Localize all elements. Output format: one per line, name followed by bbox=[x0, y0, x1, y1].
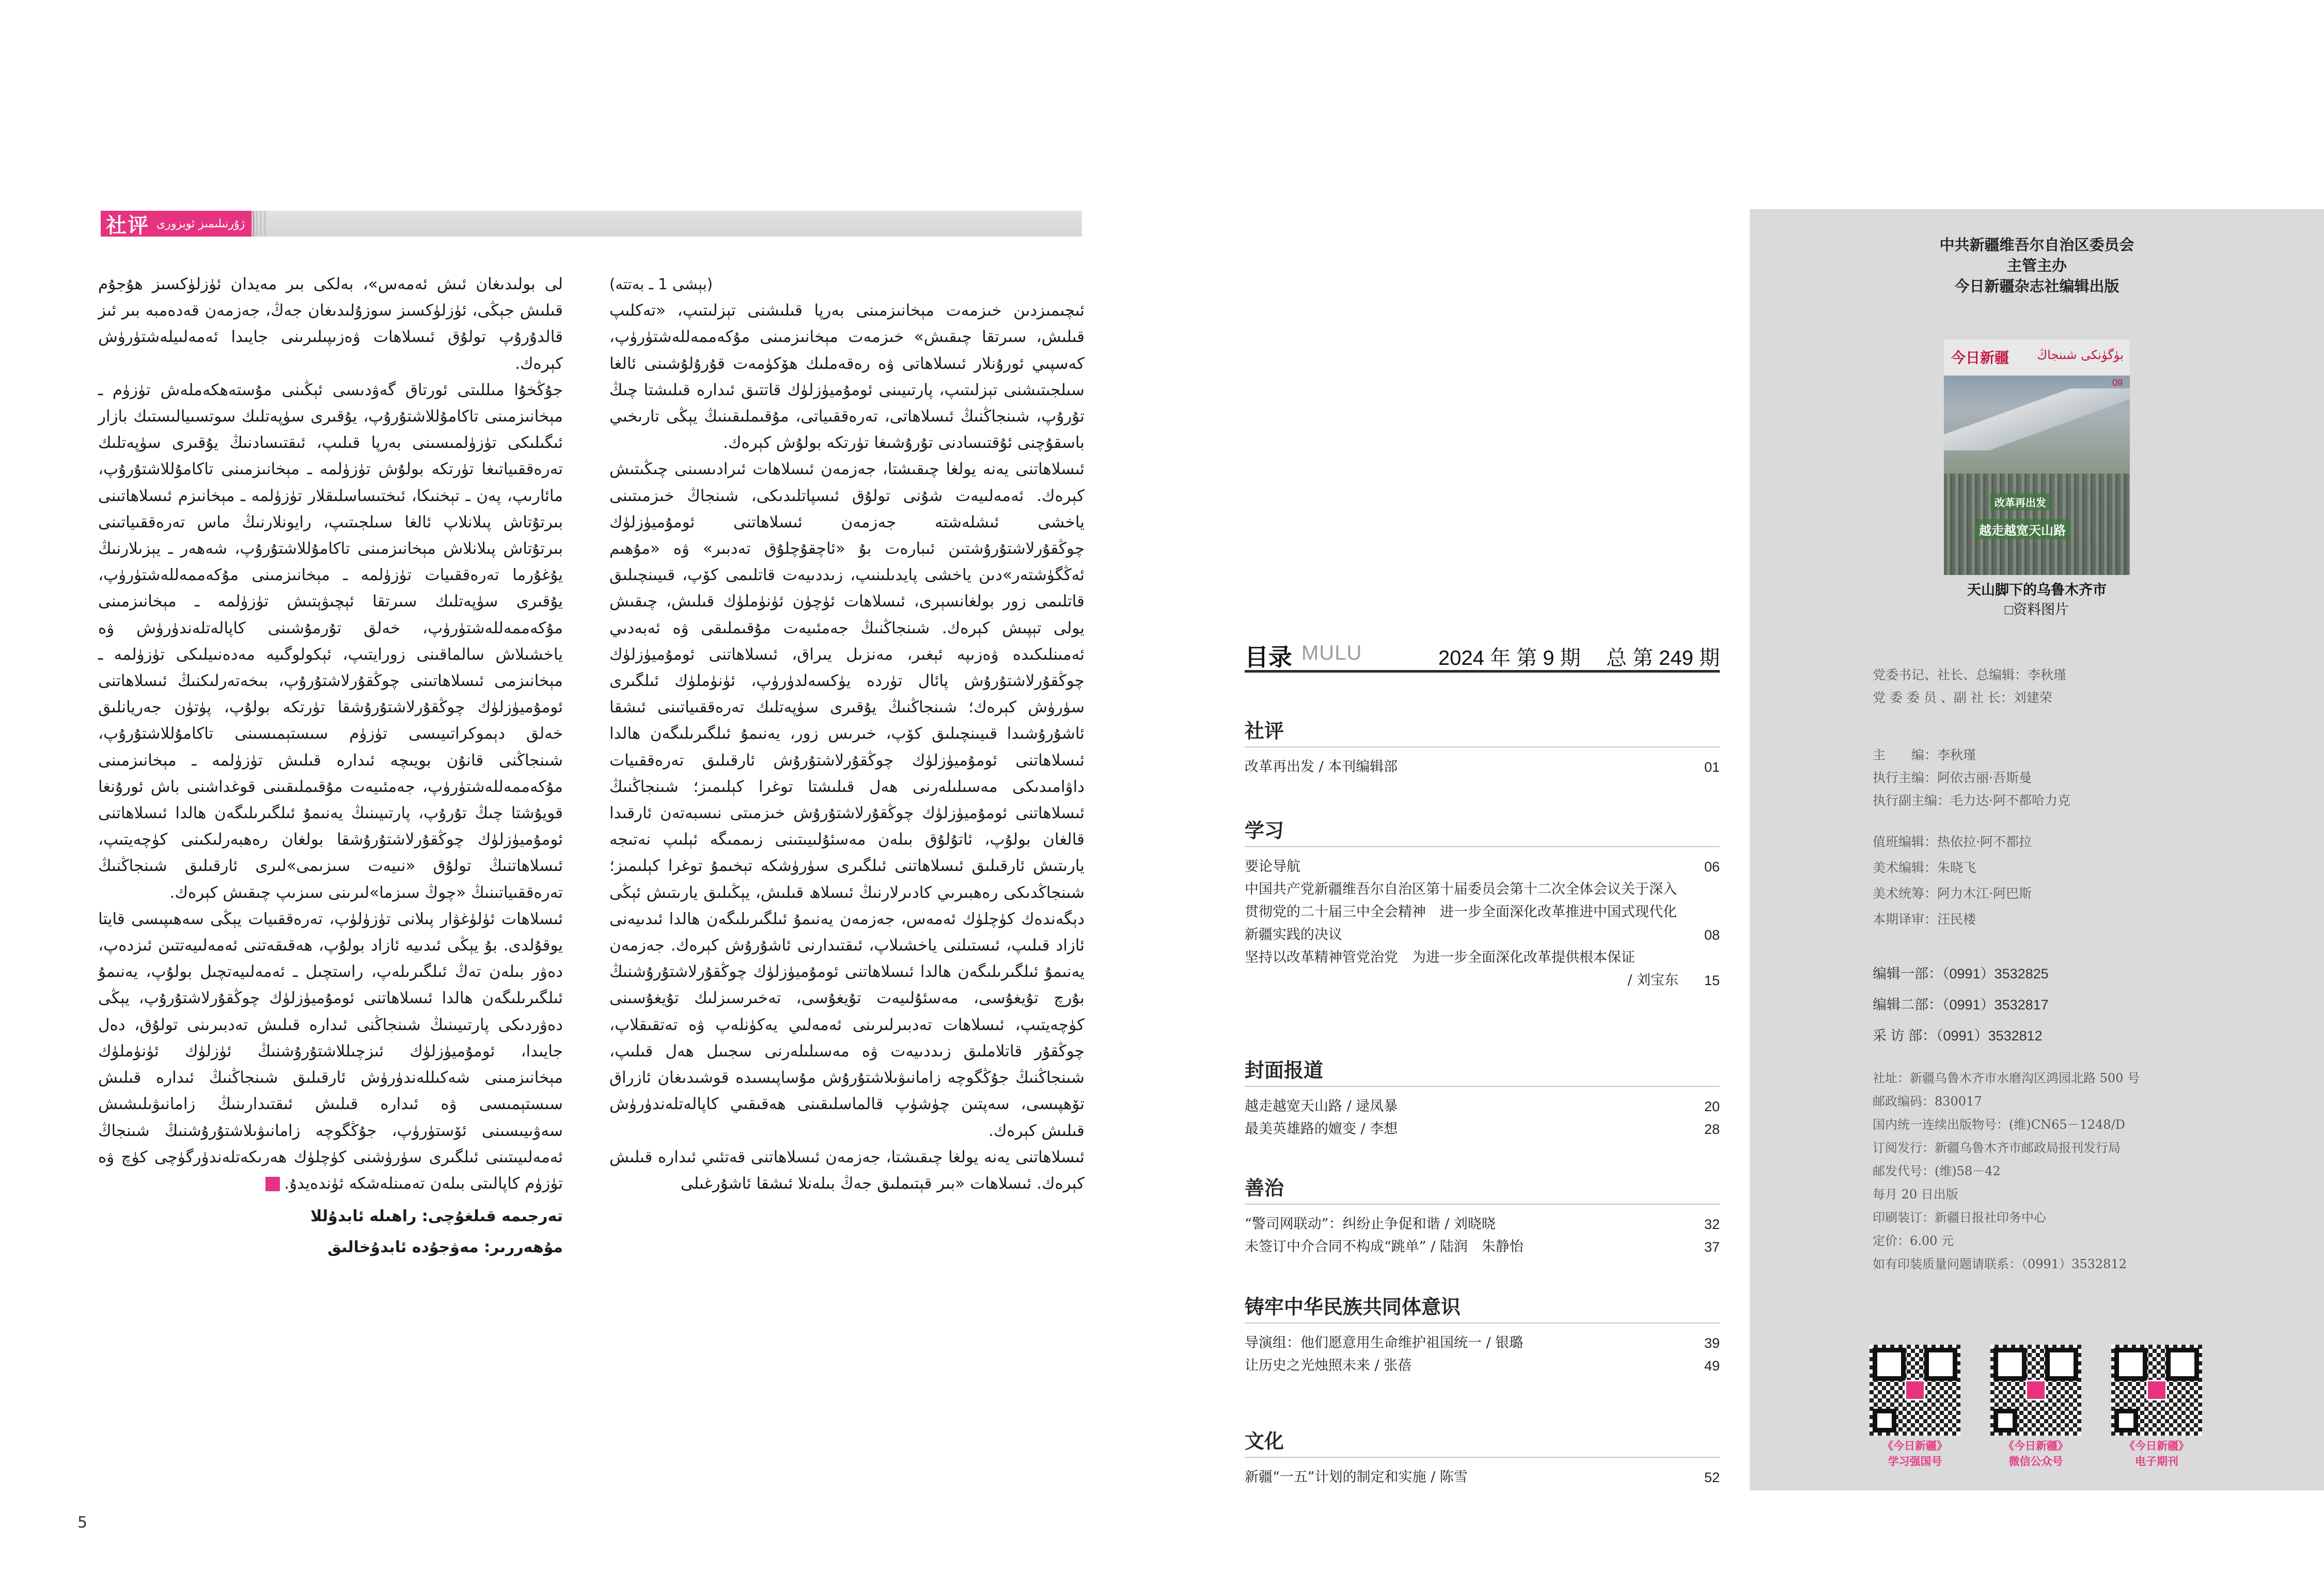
toc-item-title: 新疆“一五”计划的制定和实施 / 陈雪 bbox=[1245, 1469, 1468, 1485]
qr-label: 《今日新疆》 电子期刊 bbox=[2124, 1440, 2189, 1468]
info-line: 邮发代号：(维)58－42 bbox=[1873, 1164, 2001, 1178]
phone-line: 编辑一部：（0991）3532825 bbox=[1873, 966, 2049, 982]
toc-section bbox=[1245, 715, 1720, 779]
staff-line: 党 委 委 员 、副 社 长：刘建荣 bbox=[1873, 690, 2052, 705]
toc-item[interactable] bbox=[1245, 1095, 1720, 1118]
toc-item-page: 15 bbox=[1704, 973, 1720, 988]
banner-stripes bbox=[252, 211, 267, 237]
toc-item-page: 39 bbox=[1704, 1335, 1720, 1351]
toc-item-title: “警司网联动”：纠纷止争促和谐 / 刘晓晓 bbox=[1245, 1216, 1496, 1232]
staff-list-mid bbox=[1873, 744, 2070, 812]
staff-line: 值班编辑：热依拉·阿不都拉 bbox=[1873, 834, 2032, 849]
toc-section-title: 封面报道 bbox=[1245, 1055, 1720, 1087]
toc-section-title: 善治 bbox=[1245, 1173, 1720, 1205]
toc-item[interactable] bbox=[1245, 1236, 1720, 1258]
phone-line: 编辑二部：（0991）3532817 bbox=[1873, 997, 2049, 1013]
qr-label: 《今日新疆》 微信公众号 bbox=[2003, 1440, 2068, 1468]
article-paragraph: ئىسلاھاتنى يەنە يولغا چىقىشتا، جەزمەن ئىسلاھات ئىرادىسىنى چىڭىتىش كېرەك. ئەمەلىيەت شۇنى تولۇق ئىسپاتلىدىكى، شىنجاڭ خىزمىتىنى ياخشى ئىشلەشتە جەزمەن ئىسلاھاتنى ئومۇميۈزلۈك چوڭقۇرلاشتۇرۇشتىن ئىبارەت بۇ «ئاچقۇچلۇق تەدبىر» ۋە «مۇھىم ئەڭگۈشتەر»دىن ياخشى پايدىلىنىپ، زىددىيەت قاتلىمى كۆپ، قىيىنچىلىق قاتلىمى زور بولغانسېرى، ئىسلاھات ئۈچۈن ئۈنۈملۈك قىلىش، چىقىش يولى تېپىش كېرەك. شىنجاڭنىڭ جەمئىيەت مۇقىملىقى ۋە ئەبەدىي ئەمىنلىكىدە ۋەزىپە ئېغىر، مەنزىل يىراق، ئىسلاھاتنى ئومۇميۈزلۈك چوڭقۇرلاشتۇرۇش پائال تۈردە يۈكسەلدۈرۈپ، ئۈنۈملۈك ئىلگىرى سۈرۈش كېرەك؛ شىنجاڭنىڭ يۇقىرى سۈپەتلىك تەرەققىياتىنى ئىشقا ئاشۇرۇشىدا قىيىنچىلىق كۆپ، خىرىس زور، يەنىمۇ ئىلگىرىلىگەن ھالدا ئىسلاھاتنى ئومۇميۈزلۈك چوڭقۇرلاشتۇرۇش ئارقىلىق تەرەققىيات داۋامىدىكى مەسىلىلەرنى ھەل قىلىشتا توغرا كېلىمىز؛ شىنجاڭنىڭ ئىسلاھاتنى ئومۇميۈزلۈك چوڭقۇرلاشتۇرۇش خىزمىتى نىسبەتەن ئارقىدا قالغان بولۇپ، ئاتۇلۇق بىلەن مەسئۇلىيىتىنى زىممىگە ئېلىپ نەتىجە يارىتىش ئارقىلىق ئىسلاھاتنى ئىلگىرى سۈرۈشكە تېخىمۇ توغرا كېلىمىز؛ شىنجاڭدىكى رەھبىرىي كادىرلارنىڭ ئىسلاھ قىلىش، يېڭىلىق يارىتىش ئېڭى دېگەندەك كۈچلۈك ئەمەس، جەزمەن يەنىمۇ ئىلگىرىلىگەن ھالدا ئىدىيەنى ئازاد قىلىپ، ئىستىلنى ياخشىلاپ، ئىقتىدارنى ئاشۇرۇش كېرەك. جەزمەن يەنىمۇ ئىلگىرىلىگەن ھالدا ئىسلاھاتنى ئومۇميۈزلۈك چوڭقۇرلاشتۇرۇشنىڭ بۇرچ تۇيغۇسى، مەسئۇلىيەت تۇيغۇسى، تەخىرسىزلىك تۇيغۇسىنى كۈچەيتىپ، ئىسلاھات تەدبىرلىرىنى ئەمەلىي يەكۈنلەپ ۋە تەتقىقلاپ، چوڭقۇر قاتلاملىق زىددىيەت ۋە مەسىلىلەرنى سجىىل ھەل قىلىپ، شىنجاڭنىڭ جۇڭگوچە زامانىۋىلاشتۇرۇش مۇساپىسىدە قوشىدىغان ئازراق تۆھپىسى، سەپتىن چۈشۈپ قالماسلىقىنى ھەقىقىي كاپالەتلەندۈرۈش قىلىش كېرەك. bbox=[609, 460, 1085, 1140]
toc-item-title: 改革再出发 / 本刊编辑部 bbox=[1245, 759, 1398, 775]
info-line: 社址：新疆乌鲁木齐市水磨沟区鸿园北路 500 号 bbox=[1873, 1071, 2140, 1085]
toc-item[interactable] bbox=[1245, 1118, 1720, 1141]
cover-issue-mark: 09 bbox=[2112, 378, 2123, 388]
article-paragraph: لى بولىدىغان ئىش ئەمەس»، بەلكى بىر مەيدان ئۈزلۈكسىز ھۇجۇم قىلىش جېڭى، ئۈزلۈكسىز سوزۇلىدىغان جەڭ، جەزمەن قەدەمبە بىر ئىز قالدۇرۇپ تولۇق ئىسلاھات ۋەزىپىلىرىنى جايىدا ئەمەلىيلەشتۈرۈش كېرەك. bbox=[98, 275, 563, 373]
toc-item[interactable] bbox=[1245, 1466, 1720, 1489]
qr-card[interactable] bbox=[2111, 1345, 2202, 1470]
article-paragraph: ئىسلاھات ئۈلۈغۋار پىلانى تۈزۈلۈپ، تەرەققىيات يېڭى سەھىپىسى قايتا يوقۇلدى. بۇ يېڭى ئىدىيە ئازاد بولۇپ، ھەقىقەتنى ئەمەلىيەتتىن ئىزدەپ، دەۋر بىلەن تەڭ ئىلگىرىلەپ، راستچىل ـ ئەمەلىيەتچىل بولۇپ، يەنىمۇ ئىلگىرىلىگەن ھالدا ئىسلاھاتنى ئومۇميۈزلۈك چوڭقۇرلاشتۇرۇپ، يېڭى دەۋردىكى پارتىيىنىڭ شىنجاڭنى ئىدارە قىلىش تەدبىرىنى تولۇق، دەل جايىدا، ئومۇميۈزلۈك ئىزچىللاشتۇرۇشنىڭ ئۈزلۈك ئۈنۈملۈك مېخانىزمىنى شەكىللەندۈرۈش ئارقىلىق شىنجاڭنىڭ ئىدارە قىلىش سىستېمىسى ۋە ئىدارە قىلىش ئىقتىدارىنىڭ زامانىۋىلىشىش سەۋىيىسىنى ئۆستۈرۈپ، جۇڭگوچە زامانىۋىلاشتۇرۇشنىڭ شىنجاڭ ئەمەلىيىتىنى ئىلگىرى سۈرۈشنى كۈچلۈك ھەرىكەتلەندۈرگۈچى كۈچ ۋە تۈزۈم كاپالىتى بىلەن تەمىنلەشكە ئۈندەيدۇ. bbox=[98, 909, 563, 1193]
phone-line: 采 访 部：（0991）3532812 bbox=[1873, 1028, 2043, 1044]
publisher-line: 主管主办 bbox=[2006, 258, 2067, 274]
cover-caption-credit: □资料图片 bbox=[2004, 602, 2069, 617]
section-tag-ug: ژۇرنىلىمىز ئوبزورى bbox=[156, 217, 245, 230]
cover-headline: 越走越宽天山路 bbox=[1975, 519, 2070, 539]
toc-item-title: 中国共产党新疆维吾尔自治区第十届委员会第十二次全体会议关于深入贯彻党的二十届三中全会精神 进一步全面深化改革推进中国式现代化新疆实践的决议 bbox=[1245, 881, 1677, 943]
info-line: 印刷装订：新疆日报社印务中心 bbox=[1873, 1210, 2046, 1225]
continued-note: (بېشى 1 ـ بەتتە) bbox=[609, 275, 713, 293]
cover-masthead bbox=[1944, 339, 2130, 376]
info-line: 定价：6.00 元 bbox=[1873, 1234, 1954, 1248]
article-paragraph: جۇڭخۇا مىللىتى ئورتاق گەۋدىسى ئېڭىنى مۇستەھكەملەش تۈزۈم ـ مېخانىزمىنى تاكامۇللاشتۇرۇپ، يۇقىرى سۈپەتلىك سوتسىيالىستىك بازار ئىگىلىكى تۈزۈلمىسىنى بەرپا قىلىپ، ئىقتىسادنىڭ يۇقىرى سۈپەتلىك تەرەققىياتىغا تۈرتكە بولۇش تۈزۈلمە ـ مېخانىزمىنى تاكامۇللاشتۇرۇپ، مائارىپ، پەن ـ تېخنىكا، ئىختىساسلىقلار تۈزۈلمە ـ مېخانىزم ئىسلاھاتىنى بىرتۇتاش پىلانلاپ ئالغا سىلجىتىپ، رايونلارنىڭ ماس تەرەققىياتىنى بىرتۇتاش پىلانلاش مېخانىزمىنى تاكامۇللاشتۇرۇپ، شەھەر ـ يېزىلارنىڭ يۇغۇرما تەرەققىيات تۈزۈلمە ـ مېخانىزمىنى مۇكەممەللەشتۈرۈپ، يۇقىرى سۈپەتلىك سىرتقا ئېچىۋېتىش تۈزۈلمە ـ مېخانىزمىنى مۇكەممەللەشتۈرۈپ، خەلق تۇرمۇشىنى كاپالەتلەندۈرۈش ۋە ياخشىلاش سالماقىنى زورايتىپ، ئېكولوگىيە مەدەنىيلىكى تۈزۈلمە ـ مېخانىزمى ئىسلاھاتىنى چوڭقۇرلاشتۇرۇپ، بىخەتەرلىكنىڭ ئىسلاھاتنى ئومۇميۈزلۈك چوڭقۇرلاشتۇرۇشقا تۈرتكە بولۇپ، پۈتۈن جەريانلىق خەلق دېموكراتىيىسى تۈزۈم سىستېمىسىنى تاكامۇللاشتۇرۇپ، شىنجاڭنى قانۇن بويىچە ئىدارە قىلىش تۈزۈلمە ـ مېخانىزمىنى مۇكەممەللەشتۈرۈپ، جەمئىيەت مۇقىملىقىنى قوغداشنى باش ئورۇنغا قويۇشتا چىڭ تۇرۇپ، پارتىيىنىڭ يەنىمۇ ئىلگىرىلىگەن ھالدا ئىسلاھاتنى ئومۇميۈزلۈك چوڭقۇرلاشتۇرۇشقا بولغان رەھبەرلىكىنى كۈچەيتىپ، ئىسلاھاتنىڭ تولۇق «نىيەت سىزىمى»لىرى ئارقىلىق شىنجاڭنىڭ تەرەققىياتىنىڭ «چوڭ سىزما»لىرىنى سىزىپ چىقىش كېرەك. bbox=[98, 380, 563, 902]
publisher-line: 中共新疆维吾尔自治区委员会 bbox=[1939, 237, 2134, 254]
qr-label: 《今日新疆》 学习强国号 bbox=[1882, 1440, 1948, 1468]
cover-caption bbox=[1750, 580, 2324, 619]
toc-item-page: 32 bbox=[1704, 1217, 1720, 1232]
info-line: 国内统一连续出版物号：(维)CN65－1248/D bbox=[1873, 1117, 2126, 1132]
toc-item[interactable] bbox=[1245, 1332, 1720, 1355]
toc-item-title: 导演组：他们愿意用生命维护祖国统一 / 银璐 bbox=[1245, 1335, 1524, 1351]
end-mark-icon bbox=[265, 1177, 280, 1191]
qr-code-icon bbox=[2111, 1345, 2202, 1436]
staff-list-low bbox=[1873, 829, 2032, 932]
page-number: 5 bbox=[77, 1514, 88, 1532]
phone-list bbox=[1873, 958, 2049, 1051]
toc-item-title: 让历史之光烛照未来 / 张蓓 bbox=[1245, 1358, 1412, 1374]
toc-item-page: 06 bbox=[1704, 859, 1720, 875]
toc-section-title: 铸牢中华民族共同体意识 bbox=[1245, 1291, 1720, 1324]
qr-code-icon bbox=[1870, 1345, 1960, 1436]
cover-logo-ug: بۈگۈنكى شىنجاڭ bbox=[2037, 348, 2124, 362]
staff-line: 执行副主编：毛力达·阿不都哈力克 bbox=[1873, 793, 2070, 808]
toc-item-title: / 刘宝东 bbox=[1627, 972, 1678, 988]
toc-section-title: 社评 bbox=[1245, 715, 1720, 748]
article-credits bbox=[98, 1201, 563, 1263]
editor-credit: مۇھەررىر: مەۋجۇدە ئابدۇخالىق bbox=[327, 1238, 563, 1257]
masthead-sidebar bbox=[1750, 209, 2324, 1490]
info-line: 如有印装质量问题请联系：（0991）3532812 bbox=[1873, 1257, 2127, 1271]
toc-section bbox=[1245, 1055, 1720, 1141]
toc-item-page: 49 bbox=[1704, 1358, 1720, 1374]
cover-logo: 今日新疆 bbox=[1951, 350, 2009, 366]
toc-section bbox=[1245, 1426, 1720, 1489]
section-tag bbox=[101, 211, 254, 237]
cover-caption-title: 天山脚下的乌鲁木齐市 bbox=[1967, 582, 2107, 598]
staff-line: 美术编辑：朱晓飞 bbox=[1873, 860, 1976, 875]
toc-item-page: 08 bbox=[1704, 927, 1720, 943]
toc-item[interactable] bbox=[1245, 878, 1720, 946]
toc-section-title: 文化 bbox=[1245, 1426, 1720, 1458]
toc-section bbox=[1245, 1291, 1720, 1377]
toc-item-title: 最美英雄路的嬗变 / 李想 bbox=[1245, 1121, 1398, 1137]
toc-item-page: 37 bbox=[1704, 1239, 1720, 1255]
toc-item-page: 52 bbox=[1704, 1470, 1720, 1485]
toc-item-page: 28 bbox=[1704, 1122, 1720, 1137]
info-line: 邮政编码：830017 bbox=[1873, 1094, 1982, 1109]
toc-item[interactable] bbox=[1245, 969, 1720, 992]
cover-mountains bbox=[1944, 388, 2130, 450]
staff-line: 本期译审：汪民楼 bbox=[1873, 912, 1976, 927]
toc-item[interactable] bbox=[1245, 1213, 1720, 1236]
cover-image[interactable] bbox=[1944, 339, 2130, 575]
toc-item-title: 坚持以改革精神管党治党 为进一步全面深化改革提供根本保证 bbox=[1245, 949, 1635, 966]
publication-info bbox=[1873, 1067, 2140, 1276]
total-issue-number: 总 第 249 期 bbox=[1606, 647, 1720, 670]
article-paragraph: ئىسلاھاتنى يەنە يولغا چىقىشتا، جەزمەن ئىسلاھاتنى قەتئىي ئىدارە قىلىش كېرەك. ئىسلاھات «بىر قېتىملىق جەڭ بىلەنلا ئىشقا ئاشۇرغىلى bbox=[609, 1147, 1085, 1193]
article-column-left bbox=[98, 271, 563, 1263]
cover-headline: 改革再出发 bbox=[1990, 493, 2050, 510]
toc-item-title: 越走越宽天山路 / 逯凤暴 bbox=[1245, 1098, 1398, 1114]
contents-header bbox=[1245, 635, 1720, 673]
issue-number: 2024 年 第 9 期 bbox=[1438, 647, 1581, 670]
qr-card[interactable] bbox=[1870, 1345, 1960, 1470]
toc-item-title: 要论导航 bbox=[1245, 859, 1300, 875]
translator-credit: تەرجىمە قىلغۇچى: راھىلە ئابدۇللا bbox=[310, 1207, 563, 1226]
qr-code-row bbox=[1870, 1345, 2202, 1470]
section-tag-cn: 社评 bbox=[106, 213, 149, 238]
toc-item[interactable] bbox=[1245, 946, 1720, 969]
staff-list-top bbox=[1873, 664, 2066, 709]
contents-title-en: MULU bbox=[1301, 642, 1362, 664]
publisher-line: 今日新疆杂志社编辑出版 bbox=[1954, 278, 2119, 295]
toc-item-page: 01 bbox=[1704, 759, 1720, 775]
publisher-info bbox=[1750, 235, 2324, 297]
info-line: 每月 20 日出版 bbox=[1873, 1187, 1958, 1202]
toc-item-title: 未签订中介合同不构成“跳单” / 陆润 朱静怡 bbox=[1245, 1239, 1524, 1255]
staff-line: 党委书记、社长、总编辑：李秋瑾 bbox=[1873, 667, 2067, 682]
contents-title: 目录 bbox=[1245, 644, 1292, 671]
staff-line: 主 编：李秋瑾 bbox=[1873, 748, 1976, 762]
staff-line: 执行主编：阿依古丽·吾斯曼 bbox=[1873, 770, 2032, 785]
toc-item[interactable] bbox=[1245, 855, 1720, 878]
toc-item-page: 20 bbox=[1704, 1099, 1720, 1114]
article-column-right bbox=[609, 271, 1085, 1197]
toc-item[interactable] bbox=[1245, 756, 1720, 779]
toc-item[interactable] bbox=[1245, 1355, 1720, 1377]
qr-code-icon bbox=[1990, 1345, 2081, 1436]
qr-card[interactable] bbox=[1990, 1345, 2081, 1470]
toc-section bbox=[1245, 1173, 1720, 1258]
staff-line: 美术统筹：阿力木江·阿巴斯 bbox=[1873, 886, 2032, 901]
article-paragraph: ئىچىمىزدىن خىزمەت مېخانىزمىنى بەرپا قىلىشنى تېزلىتىپ، «تەكلىپ قىلىش، سىرتقا چىقىش» خىزمەت مېخانىزمىنى مۇكەممەللەشتۈرۈپ، كەسپىي ئورۇنلار ئىسلاھاتى ۋە رەقەملىك ھۆكۈمەت قۇرۇلۇشىنى ئالغا سىلجىتىشنى تېزلىتىپ، پارتىيىنى ئومۇميۈزلۈك قاتتىق ئىدارە قىلىشتا چىڭ تۇرۇپ، شىنجاڭنىڭ ئىسلاھاتى، تەرەققىياتى، مۇقىملىقىنىڭ يېڭى تارىخىي باسقۇچنى ئۇقتىسادنى تۇرۇشىغا تۈرتكە بولۇش كېرەك. bbox=[609, 301, 1085, 453]
info-line: 订阅发行：新疆乌鲁木齐市邮政局报刊发行局 bbox=[1873, 1141, 2121, 1155]
toc-section-title: 学习 bbox=[1245, 815, 1720, 847]
section-banner bbox=[101, 211, 1082, 237]
toc-section bbox=[1245, 815, 1720, 992]
